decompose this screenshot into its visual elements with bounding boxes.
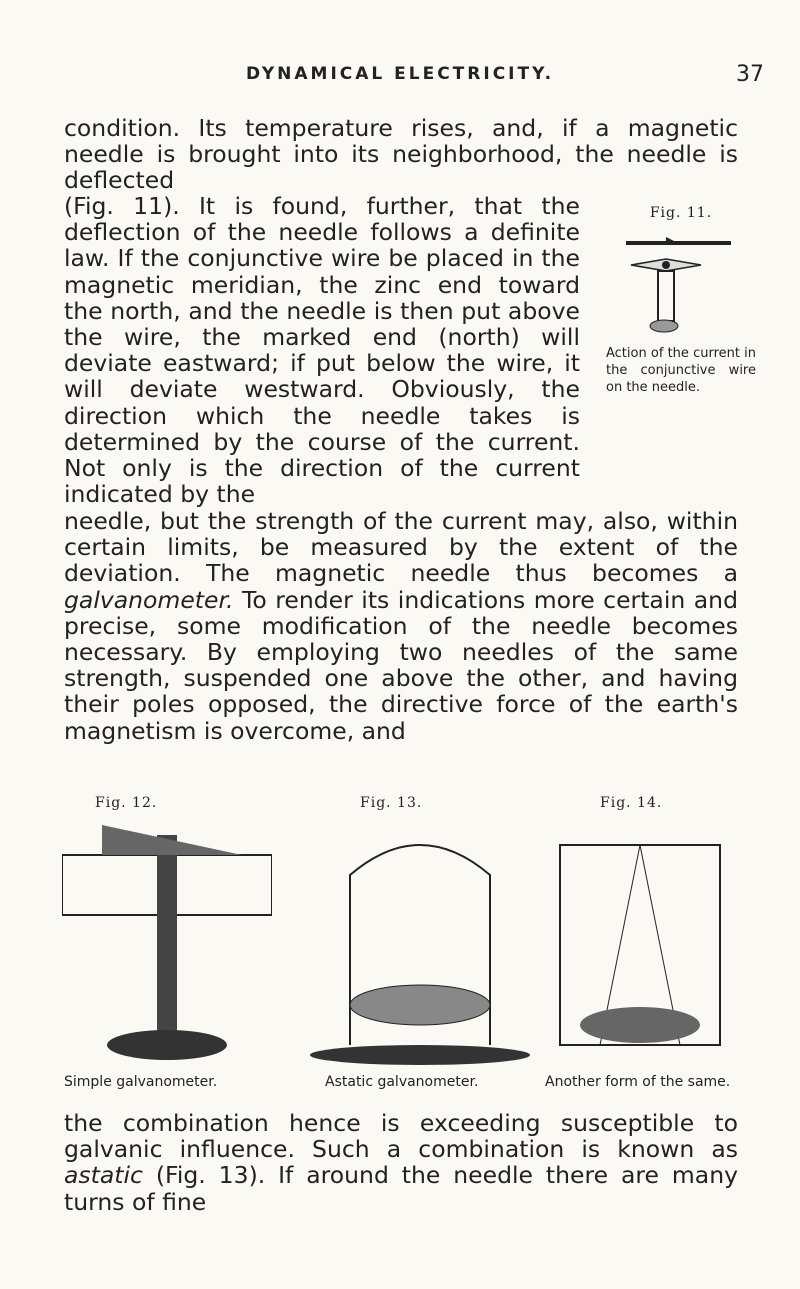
figure-11-caption: Action of the current in the conjunctive wire on the needle. <box>606 346 756 395</box>
page-number: 37 <box>736 62 764 87</box>
term-galvanometer: galvanometer. <box>64 585 234 614</box>
paragraph-galvanometer: needle, but the strength of the current may, also, within certain limits, be measured by the extent of the deviation. The magnetic needle thus becomes a galvanometer. To render its indications more certain and precise, some modification of the needle becomes necessary. By employing two needles of the same strength, suspended one above the other, and having their poles opposed, the directive force of the earth's magnetism is overcome, and <box>64 507 738 745</box>
page-header <box>0 64 800 94</box>
figure-14-label: Fig. 14. <box>600 795 663 811</box>
figure-12-label: Fig. 12. <box>95 795 158 811</box>
figure-12-caption: Simple galvanometer. <box>64 1074 218 1090</box>
term-astatic: astatic <box>64 1161 143 1190</box>
figure-11-label: Fig. 11. <box>649 205 713 221</box>
figure-13-label: Fig. 13. <box>360 795 423 811</box>
figure-13-caption: Astatic galvanometer. <box>325 1074 479 1090</box>
another-galvanometer-illustration <box>540 815 740 1065</box>
running-head: DYNAMICAL ELECTRICITY. <box>245 64 555 84</box>
needle-over-wire-illustration <box>606 221 756 341</box>
figure-11 <box>606 205 756 396</box>
paragraph-deflection-law: (Fig. 11). It is found, further, that the deflection of the needle follows a definite law. If the conjunctive wire be placed in the magnetic meridian, the zinc end toward the north, and the needle is then put above the wire, the marked end (north) will deviate eastward; if put below the wire, it will deviate westward. Obviously, the direction which the needle takes is determined by the course of the current. Not only is the direction of the current indicated by the <box>64 192 580 509</box>
figure-14-caption: Another form of the same. <box>545 1074 731 1090</box>
astatic-galvanometer-illustration <box>310 815 530 1065</box>
paragraph-intro: condition. Its temperature rises, and, if a magnetic needle is brought into its neighborhood, the needle is deflected <box>64 114 738 195</box>
paragraph-astatic: the combination hence is exceeding susceptible to galvanic influence. Such a combination is known as astatic (Fig. 13). If around the needle there are many turns of fine <box>64 1109 738 1216</box>
simple-galvanometer-illustration <box>62 815 272 1065</box>
